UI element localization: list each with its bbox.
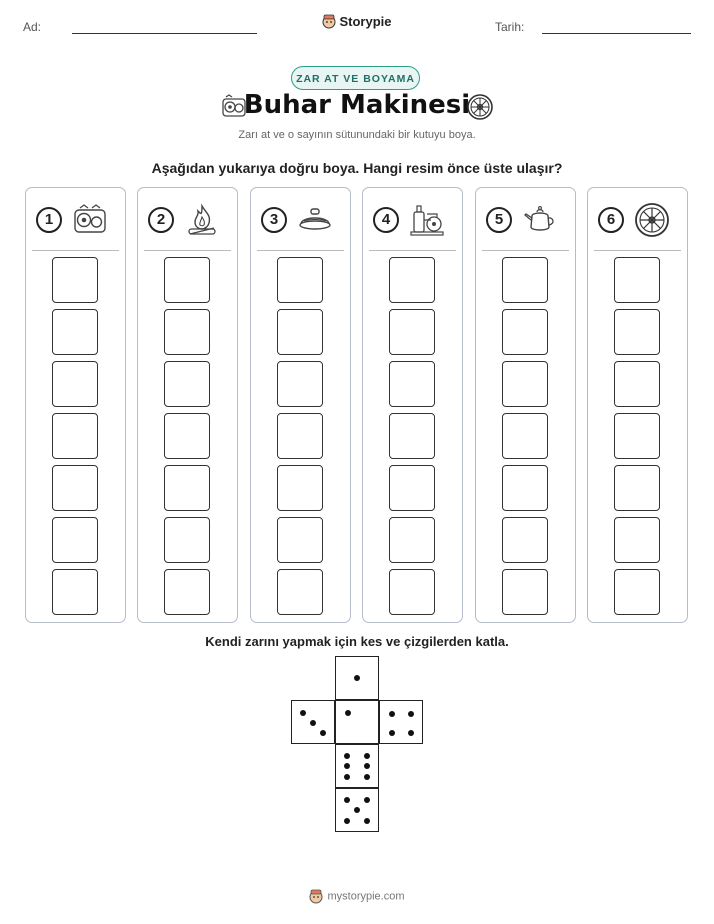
- color-box[interactable]: [614, 257, 660, 303]
- color-box[interactable]: [502, 361, 548, 407]
- footer-url[interactable]: mystorypie.com: [327, 890, 405, 903]
- color-box[interactable]: [389, 413, 435, 459]
- column-6: [587, 187, 688, 623]
- gear-machine-icon: [72, 202, 108, 238]
- dice-pip: [345, 710, 351, 716]
- color-box[interactable]: [389, 257, 435, 303]
- color-box[interactable]: [52, 569, 98, 615]
- column-divider: [144, 250, 231, 251]
- dice-pip: [389, 711, 395, 717]
- name-label: Ad:: [23, 20, 42, 34]
- color-box[interactable]: [277, 569, 323, 615]
- color-box[interactable]: [277, 257, 323, 303]
- color-box[interactable]: [389, 361, 435, 407]
- color-box[interactable]: [614, 569, 660, 615]
- teapot-icon: [522, 202, 558, 238]
- column-divider: [594, 250, 681, 251]
- pot-lid-icon: [297, 202, 333, 238]
- dice-pip: [344, 818, 350, 824]
- column-2: [137, 187, 238, 623]
- dice-pip: [320, 730, 326, 736]
- column-divider: [32, 250, 119, 251]
- dice-face-5: [335, 788, 379, 832]
- color-box[interactable]: [502, 309, 548, 355]
- dice-pip: [354, 807, 360, 813]
- color-box[interactable]: [389, 309, 435, 355]
- dice-pip: [344, 753, 350, 759]
- page-title: Buhar Makinesi: [243, 90, 471, 120]
- color-box[interactable]: [277, 517, 323, 563]
- dice-pip: [344, 797, 350, 803]
- color-box[interactable]: [164, 257, 210, 303]
- color-box[interactable]: [614, 517, 660, 563]
- color-box[interactable]: [389, 569, 435, 615]
- color-box[interactable]: [164, 517, 210, 563]
- dice-pip: [310, 720, 316, 726]
- column-number: 3: [261, 207, 287, 233]
- date-line[interactable]: [542, 33, 691, 34]
- color-box[interactable]: [389, 517, 435, 563]
- brand-header: [0, 13, 714, 29]
- dice-face-1: [335, 656, 379, 700]
- color-box[interactable]: [502, 465, 548, 511]
- dice-face-4: [379, 700, 423, 744]
- column-5: [475, 187, 576, 623]
- dice-pip: [300, 710, 306, 716]
- campfire-icon: [184, 202, 220, 238]
- dice-pip: [344, 763, 350, 769]
- coloring-instruction: Aşağıdan yukarıya doğru boya. Hangi resim önce üste ulaşır?: [151, 160, 563, 176]
- color-box[interactable]: [277, 413, 323, 459]
- color-box[interactable]: [164, 569, 210, 615]
- column-4: [362, 187, 463, 623]
- storypie-logo-icon: [322, 14, 336, 29]
- color-box[interactable]: [52, 465, 98, 511]
- column-number: 1: [36, 207, 62, 233]
- dice-pip: [344, 774, 350, 780]
- wheel-icon: [466, 93, 494, 121]
- activity-badge: ZAR AT VE BOYAMA: [291, 66, 420, 90]
- dice-pip: [364, 753, 370, 759]
- subtitle: Zarı at ve o sayının sütunundaki bir kutuyu boya.: [238, 129, 476, 141]
- column-divider: [482, 250, 569, 251]
- color-box[interactable]: [164, 465, 210, 511]
- color-box[interactable]: [502, 569, 548, 615]
- date-label: Tarih:: [495, 20, 525, 34]
- color-box[interactable]: [502, 413, 548, 459]
- dice-face-6: [335, 744, 379, 788]
- column-divider: [369, 250, 456, 251]
- color-box[interactable]: [614, 361, 660, 407]
- column-3: [250, 187, 351, 623]
- color-box[interactable]: [164, 361, 210, 407]
- color-box[interactable]: [277, 309, 323, 355]
- dice-pip: [354, 675, 360, 681]
- color-box[interactable]: [614, 413, 660, 459]
- color-box[interactable]: [389, 465, 435, 511]
- storypie-logo-icon: [309, 889, 323, 904]
- dice-pip: [408, 730, 414, 736]
- dice-pip: [389, 730, 395, 736]
- footer: [0, 889, 714, 904]
- column-number: 5: [486, 207, 512, 233]
- dice-face-1: [335, 700, 379, 744]
- dice-pip: [364, 818, 370, 824]
- column-number: 2: [148, 207, 174, 233]
- color-box[interactable]: [164, 309, 210, 355]
- cut-instruction: Kendi zarını yapmak için kes ve çizgilerden katla.: [205, 634, 509, 649]
- column-number: 6: [598, 207, 624, 233]
- color-box[interactable]: [164, 413, 210, 459]
- brand-name: Storypie: [339, 14, 392, 30]
- color-box[interactable]: [52, 361, 98, 407]
- color-box[interactable]: [52, 413, 98, 459]
- color-box[interactable]: [502, 517, 548, 563]
- column-number: 4: [373, 207, 399, 233]
- dice-pip: [364, 763, 370, 769]
- color-box[interactable]: [614, 309, 660, 355]
- dice-pip: [364, 797, 370, 803]
- dice-pip: [408, 711, 414, 717]
- dice-pip: [364, 774, 370, 780]
- column-divider: [257, 250, 344, 251]
- dice-face-3: [291, 700, 335, 744]
- steam-engine-icon: [409, 202, 445, 238]
- color-box[interactable]: [277, 361, 323, 407]
- name-line[interactable]: [72, 33, 257, 34]
- wheel-icon: [634, 202, 670, 238]
- color-box[interactable]: [614, 465, 660, 511]
- color-box[interactable]: [277, 465, 323, 511]
- column-1: [25, 187, 126, 623]
- color-box[interactable]: [52, 309, 98, 355]
- color-box[interactable]: [502, 257, 548, 303]
- color-box[interactable]: [52, 257, 98, 303]
- color-box[interactable]: [52, 517, 98, 563]
